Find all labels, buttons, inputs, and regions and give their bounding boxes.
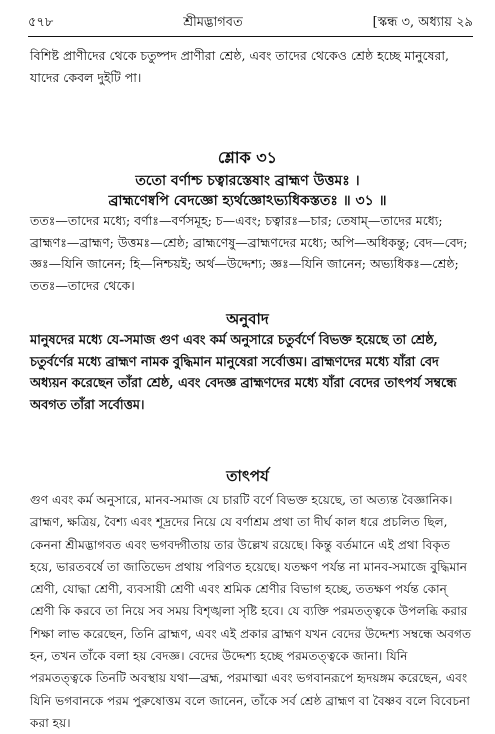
- synonyms-paragraph: ততঃ—তাদের মধ্যে; বর্ণাঃ—বর্ণসমূহ; চ—এবং; চত্বারঃ—চার; তেষাম্—তাদের মধ্যে; ব্রাহ্মণঃ—ব্রাহ্মণ; উত্তমঃ—শ্রেষ্ঠ; ব্রাহ্মণেষু—ব্রাহ্মণদের মধ্যে; অপি—অধিকন্তু; বেদ—বেদ; জ্ঞঃ—যিনি জানেন; হি—নিশ্চয়ই; অর্থ—উদ্দেশ্য; জ্ঞঃ—যিনি জানেন; অভ্যধিকঃ—শ্রেষ্ঠ; ততঃ—তাদের থেকে।: [30, 213, 468, 293]
- translation-paragraph: মানুষদের মধ্যে যে-সমাজ গুণ এবং কর্ম অনুসারে চতুর্বর্ণে বিভক্ত হয়েছে তা শ্রেষ্ঠ, চতুর্বর্ণের মধ্যে ব্রাহ্মণ নামক বুদ্ধিমান মানুষেরা সর্বোত্তম। ব্রাহ্মণদের মধ্যে যাঁরা বেদ অধ্যয়ন করেছেন তাঁরা শ্রেষ্ঠ, এবং বেদজ্ঞ ব্রাহ্মণদের মধ্যে যাঁরা বেদের তাৎপর্য সম্বন্ধে অবগত তাঁরা সর্বোত্তম।: [30, 333, 457, 413]
- verse-line-1: ততো বর্ণাশ্চ চত্বারস্তেষাং ব্রাহ্মণ উত্তমঃ ।: [135, 173, 360, 189]
- purport-heading: তাৎপর্য: [226, 467, 269, 485]
- verse-label: শ্লোক ৩১: [217, 148, 278, 167]
- chapter-reference: [স্কন্ধ ৩, অধ্যায় ২৯: [372, 14, 473, 30]
- page-number: ৫৭৮: [28, 14, 54, 30]
- book-title: শ্রীমদ্ভাগবত: [183, 14, 243, 30]
- running-header: [28, 12, 473, 34]
- header-divider: [28, 36, 473, 37]
- translation-heading: অনুবাদ: [226, 310, 269, 328]
- verse-line-2: ব্রাহ্মণেষ্বপি বেদজ্ঞো হ্যর্থজ্ঞোঽভ্যধিকস্ততঃ ॥ ৩১ ॥: [108, 193, 387, 209]
- purport-paragraph: গুণ এবং কর্ম অনুসারে, মানব-সমাজ যে চারটি বর্ণে বিভক্ত হয়েছে, তা অত্যন্ত বৈজ্ঞানিক। ব্রাহ্মণ, ক্ষত্রিয়, বৈশ্য এবং শূদ্রদের নিয়ে যে বর্ণাশ্রম প্রথা তা দীর্ঘ কাল ধরে প্রচলিত ছিল, কেননা শ্রীমদ্ভাগবত এবং ভগবদ্গীতায় তার উল্লেখ রয়েছে। কিন্তু বর্তমানে এই প্রথা বিকৃত হয়ে, ভারতবর্ষে তা জাতিভেদ প্রথায় পরিণত হয়েছে। যতক্ষণ পর্যন্ত না মানব-সমাজে বুদ্ধিমান শ্রেণী, যোদ্ধা শ্রেণী, ব্যবসায়ী শ্রেণী এবং শ্রমিক শ্রেণীর বিভাগ হচ্ছে, ততক্ষণ পর্যন্ত কোন্ শ্রেণী কি করবে তা নিয়ে সব সময় বিশৃঙ্খলা সৃষ্টি হবে। যে ব্যক্তি পরমতত্ত্বকে উপলব্ধি করার শিক্ষা লাভ করেছেন, তিনি ব্রাহ্মণ, এবং এই প্রকার ব্রাহ্মণ যখন বেদের উদ্দেশ্য সম্বন্ধে অবগত হন, তখন তাঁকে বলা হয় বেদজ্ঞ। বেদের উদ্দেশ্য হচ্ছে পরমতত্ত্বকে জানা। যিনি পরমতত্ত্বকে তিনটি অবস্থায় যথা—ব্রহ্ম, পরমাত্মা এবং ভগবানরূপে হৃদয়ঙ্গম করেছেন, এবং যিনি ভগবানকে পরম পুরুষোত্তম বলে জানেন, তাঁকে সর্ব শ্রেষ্ঠ ব্রাহ্মণ বা বৈষ্ণব বলে বিবেচনা করা হয়।: [30, 493, 472, 730]
- intro-paragraph: বিশিষ্ট প্রাণীদের থেকে চতুষ্পদ প্রাণীরা শ্রেষ্ঠ, এবং তাদের থেকেও শ্রেষ্ঠ হচ্ছে মানুষেরা, যাদের কেবল দুইটি পা।: [30, 48, 449, 85]
